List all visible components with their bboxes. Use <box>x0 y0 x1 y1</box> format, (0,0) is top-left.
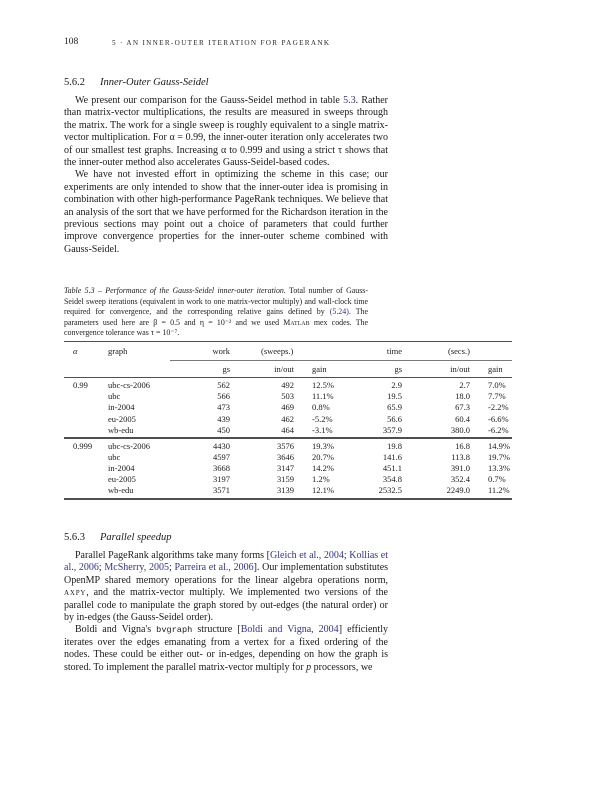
header-alpha: α <box>73 346 78 357</box>
table-row: eu-2005 3197 3159 1.2% 354.8 352.4 0.7% <box>108 474 506 485</box>
paragraph-text: processors, we <box>311 661 373 673</box>
graph-name: in-2004 <box>108 462 135 473</box>
paragraph-text: ] efficiently iterates over the edges emanating from a vertex for a fixed ordering of the nodes. These could be either out- or in-edges, depending on how the graph is stored. To implement the parallel matrix-vector multiply for <box>64 624 388 673</box>
table-row: 0.999 ubc-cs-2006 4430 3576 19.3% 19.8 16.8 14.9% <box>64 441 512 452</box>
section-heading-563 <box>64 532 171 543</box>
table-row: in-2004 3668 3147 14.2% 451.1 391.0 13.3% <box>108 462 510 473</box>
caption-text: Total number of Gauss-Seidel sweep iterations (equivalent in work to one matrix-vector multiply) and wall-clock time required for convergence, and the corresponding relative gains defined by <box>64 286 368 316</box>
table-row: ubc 566 503 11.1% 19.5 18.0 7.7% <box>108 391 506 402</box>
paragraph-text: structure [ <box>192 624 241 636</box>
matlab-smallcaps: Matlab <box>283 317 310 327</box>
graph-name: ubc <box>108 391 121 402</box>
header-sweeps: (sweeps.) <box>261 346 294 357</box>
table-bottom-rule <box>64 498 512 499</box>
table-row: ubc 4597 3646 20.7% 141.6 113.8 19.7% <box>108 451 510 462</box>
section-number: 5.6.2 <box>64 77 85 88</box>
citation-link[interactable]: Gleich et al., 2004 <box>270 550 344 561</box>
caption-text: . The parameters used here are β = 0.5 and η = 10⁻² and we used <box>64 307 368 327</box>
paragraph-text: . Rather than matrix-vector multiplications, the results are measured in sweeps through the matrix. The work for a single sweep is roughly equivalent to a single matrix-vector multiplication. For α = 0.99, the inner-outer iteration only accelerates two of our smallest test graphs. Increasing α to 0.999 and using a strict τ shows that the inner-outer method also accelerates Gauss-Seidel-based codes. <box>64 95 388 169</box>
header-graph: graph <box>108 346 128 357</box>
citation-link[interactable]: Boldi and Vigna, 2004 <box>240 624 339 636</box>
bvgraph-code: bvgraph <box>156 625 193 636</box>
graph-name: ubc-cs-2006 <box>108 440 151 451</box>
paragraph-text: ; <box>98 562 105 574</box>
table-row: in-2004 473 469 0.8% 65.9 67.3 -2.2% <box>108 402 509 413</box>
table-row: wb-edu 3571 3139 12.1% 2532.5 2249.0 11.2% <box>108 485 510 496</box>
graph-name: in-2004 <box>108 402 135 413</box>
paragraph <box>64 550 388 624</box>
graph-name: eu-2005 <box>108 413 136 424</box>
subheader-inout: in/out <box>450 363 470 374</box>
citation-link[interactable]: McSherry, 2005 <box>104 562 169 574</box>
graph-name: wb-edu <box>108 424 134 435</box>
paragraph-text: Boldi and Vigna's <box>75 624 157 636</box>
paragraph-text: ; <box>168 562 175 574</box>
axpy-smallcaps: axpy <box>64 587 87 599</box>
table-header-row-2 <box>64 361 512 377</box>
section-number: 5.6.3 <box>64 532 85 543</box>
results-table <box>64 341 512 500</box>
body-text-562 <box>64 95 388 256</box>
citation-link[interactable]: Parreira et al., 2006 <box>174 562 254 574</box>
paragraph-text: ; <box>343 550 350 561</box>
graph-name: ubc-cs-2006 <box>108 379 151 390</box>
table-caption <box>64 286 368 339</box>
graph-name: wb-edu <box>108 485 134 496</box>
subheader-gs: gs <box>222 363 230 374</box>
body-text-563 <box>64 550 388 674</box>
table-ref-link[interactable]: 5.3 <box>343 95 356 106</box>
paragraph-text: We present our comparison for the Gauss-Seidel method in table <box>75 95 344 106</box>
table-header-row-1 <box>64 342 512 360</box>
graph-name: ubc <box>108 451 121 462</box>
subheader-gain: gain <box>312 363 327 374</box>
section-title: Inner-Outer Gauss-Seidel <box>100 77 209 88</box>
math-var-p: p <box>306 661 312 673</box>
caption-text: mex codes. The convergence tolerance was τ = 10⁻⁷. <box>64 317 368 337</box>
subheader-inout: in/out <box>274 363 294 374</box>
equation-ref-link[interactable]: (5.24) <box>329 307 349 316</box>
paragraph <box>64 624 388 674</box>
table-row: eu-2005 439 462 -5.2% 56.6 60.4 -6.6% <box>108 413 509 424</box>
running-head <box>64 37 524 51</box>
caption-label: Table 5.3 – Performance of the Gauss-Seidel inner-outer iteration. <box>64 286 286 295</box>
chapter-title: 5 · AN INNER-OUTER ITERATION FOR PAGERANK <box>112 39 331 47</box>
table-row: wb-edu 450 464 -3.1% 357.9 380.0 -6.2% <box>108 424 509 435</box>
section-title: Parallel speedup <box>100 532 172 543</box>
paragraph-text: , and the matrix-vector multiply. We implemented two versions of the parallel code to manipulate the graph stored by out-edges (the natural order) or by in-edges (the Gauss-Seidel order). <box>64 587 388 624</box>
paragraph-text: We have not invested effort in optimizing the scheme in this case; our experiments are only intended to show that the inner-outer idea is promising in combination with other high-performance PageRank techniques. We believe that an analysis of the sort that we have performed for the Richardson iteration in the previous sections may point out a choice of parameters that could further improve convergence properties for the inner-outer scheme combined with Gauss-Seidel. <box>64 169 388 255</box>
subheader-gs: gs <box>394 363 402 374</box>
table-row: 0.99 ubc-cs-2006 562 492 12.5% 2.9 2.7 7.0% <box>64 380 512 391</box>
header-secs: (secs.) <box>448 346 470 357</box>
paragraph-text: Parallel PageRank algorithms take many forms [ <box>75 550 270 561</box>
alpha-value: 0.999 <box>73 440 93 451</box>
graph-name: eu-2005 <box>108 474 136 485</box>
header-time: time <box>386 346 402 357</box>
paragraph <box>64 169 388 256</box>
section-heading-562 <box>64 77 209 88</box>
page-number: 108 <box>64 37 79 47</box>
paragraph-text: ]. Our implementation substitutes OpenMP shared memory operations for the linear algebra operations norm, <box>64 562 389 586</box>
subheader-gain: gain <box>488 363 503 374</box>
paragraph <box>64 95 388 169</box>
citation-link[interactable]: Kollias et al., 2006 <box>64 550 389 574</box>
header-work: work <box>212 346 230 357</box>
alpha-value: 0.99 <box>73 379 88 390</box>
